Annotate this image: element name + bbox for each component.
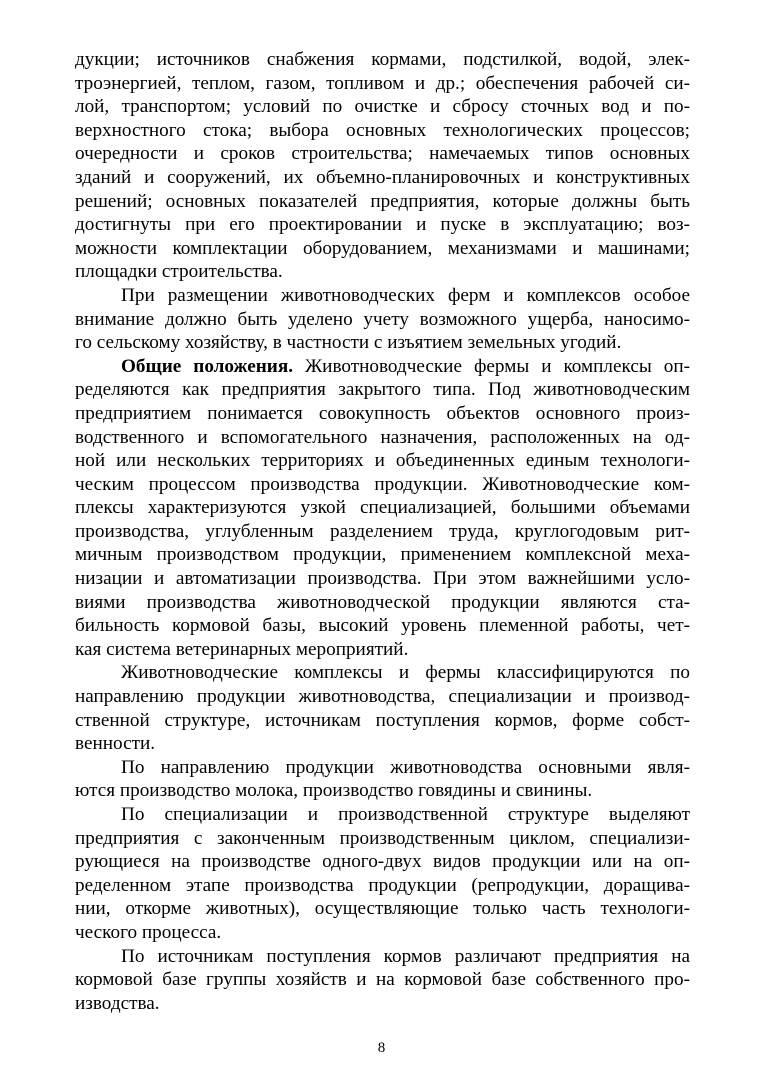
text-line: дукции; источников снабжения кормами, подстилкой, водой, элек- [75,49,690,70]
text-line: ной или нескольких территориях и объединенных единым технологи- [75,450,690,472]
text-line: По источникам поступления кормов различают предприятия на [121,945,690,967]
text-line: го сельскому хозяйству, в частности с изъятием земельных угодий. [75,332,622,354]
text-line: кая система ветеринарных мероприятий. [75,638,409,660]
text-line: По направлению продукции животноводства основными явля- [121,756,690,778]
text-fragment: Животноводческие фермы и комплексы оп- [293,355,690,377]
text-line: предприятием понимается совокупность объектов основного произ- [75,402,690,424]
text-line: мичным производством продукции, применением комплексной меха- [75,544,690,566]
paragraph [75,803,690,945]
page-body [75,48,690,1015]
text-line: виями производства животноводческой продукции являются ста- [75,591,690,613]
paragraph [75,756,690,803]
text-line: предприятия с законченным производственным циклом, специализи- [75,827,690,849]
text-line: можности комплектации оборудованием, механизмами и машинами; [75,237,690,259]
paragraph [75,48,690,284]
text-line: направлению продукции животноводства, специализации и производ- [75,686,690,708]
paragraph [75,945,690,1016]
text-line: водственного и вспомогательного назначения, расположенных на од- [75,426,690,448]
text-line: ределяются как предприятия закрытого типа. Под животноводческим [75,379,690,401]
text-line: лой, транспортом; условий по очистке и сбросу сточных вод и по- [75,96,690,118]
text-line: зданий и сооружений, их объемно-планировочных и конструктивных [75,166,690,188]
text-line: ределенном этапе производства продукции (репродукции, доращива- [75,874,690,896]
paragraph [75,355,690,662]
text-line: плексы характеризуются узкой специализацией, большими объемами [75,497,690,519]
text-line: ственной структуре, источникам поступления кормов, форме собст- [75,709,690,731]
text-line: рующиеся на производстве одного-двух видов продукции или на оп- [75,851,690,873]
text-line: По специализации и производственной структуре выделяют [121,804,690,825]
text-line: верхностного стока; выбора основных технологических процессов; [75,119,690,141]
text-line: Животноводческие комплексы и фермы классифицируются по [121,662,690,684]
text-line: нии, откорме животных), осуществляющие только часть технологи- [75,898,690,920]
text-line: кормовой базе группы хозяйств и на кормовой базе собственного про- [75,969,690,991]
text-line: изводства. [75,992,160,1014]
text-line: решений; основных показателей предприятия, которые должны быть [75,190,690,212]
text-line: очередности и сроков строительства; намечаемых типов основных [75,143,690,165]
text-line: достигнуты при его проектировании и пуске в эксплуатацию; воз- [75,214,690,236]
text-line: производства, углубленным разделением труда, круглогодовым рит- [75,520,690,542]
text-line: площадки строительства. [75,261,283,283]
text-line: ческим процессом производства продукции. Животноводческие ком- [75,473,690,495]
text-line [75,355,690,379]
text-line: бильность кормовой базы, высокий уровень племенной работы, чет- [75,615,690,637]
paragraph [75,661,690,755]
paragraph [75,284,690,355]
text-line: троэнергией, теплом, газом, топливом и др.; обеспечения рабочей си- [75,72,690,94]
text-line: ются производство молока, производство говядины и свинины. [75,780,593,802]
page-number: 8 [377,1040,386,1056]
text-line: внимание должно быть уделено учету возможного ущерба, наносимо- [75,308,690,330]
section-heading: Общие положения. [121,355,294,377]
text-line: ческого процесса. [75,921,222,943]
text-line: низации и автоматизации производства. При этом важнейшими усло- [75,568,690,590]
text-line: При размещении животноводческих ферм и комплексов особое [121,284,690,306]
text-line: венности. [75,733,156,755]
